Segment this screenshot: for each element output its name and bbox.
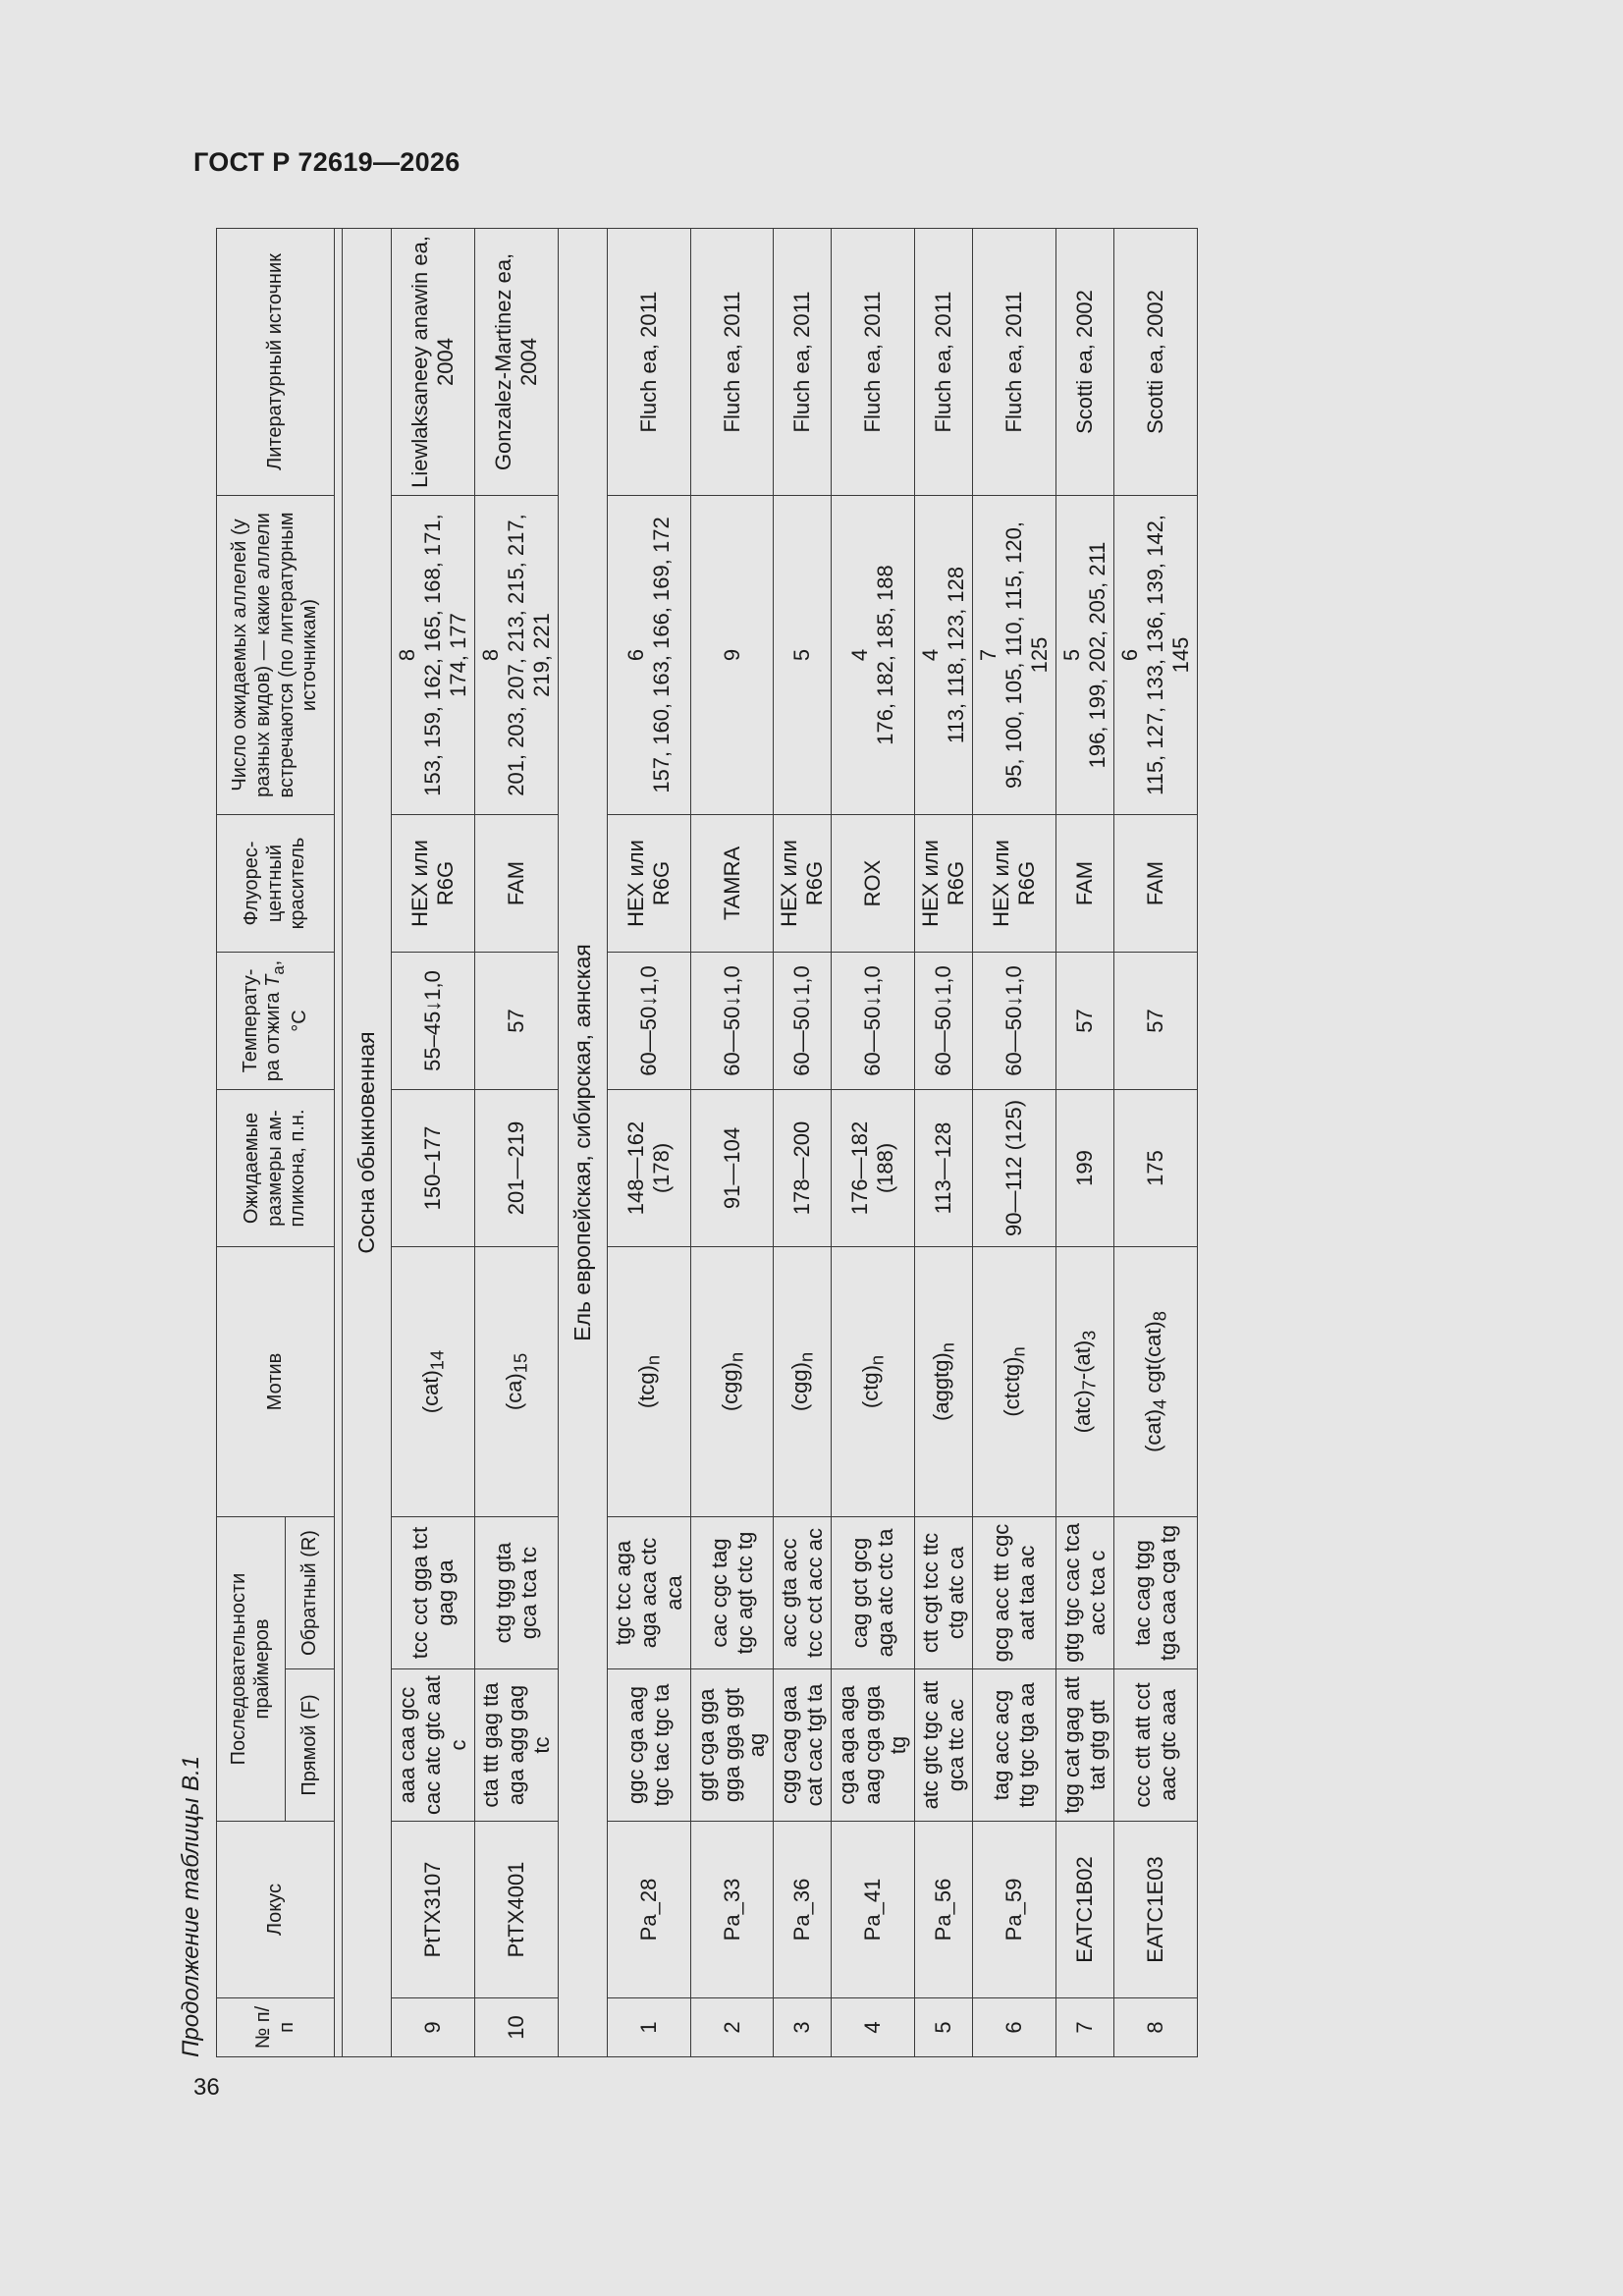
header-forward: Прямой (F) (286, 1669, 335, 1822)
cell-source: Fluch ea, 2011 (774, 228, 832, 495)
cell-motif (690, 1246, 774, 1516)
cell-forward: ggc cga aag tgc tac tgc ta (607, 1669, 690, 1822)
cell-locus: EATC1B02 (1055, 1822, 1113, 1998)
cell-locus: Pa_28 (607, 1822, 690, 1998)
cell-alleles (474, 495, 558, 814)
cell-temp: 60—50↓1,0 (973, 952, 1056, 1089)
table-caption: Продолжение таблицы В.1 (178, 1755, 204, 2057)
cell-motif (915, 1246, 973, 1516)
cell-locus: EATC1E03 (1113, 1822, 1197, 1998)
motif-base: (ca) (501, 1373, 526, 1411)
cell-temp: 60—50↓1,0 (915, 952, 973, 1089)
motif-sub: 14 (426, 1349, 448, 1371)
rotated-table-container (177, 229, 1473, 2057)
cell-alleles (832, 495, 915, 814)
motif-sub: 15 (510, 1352, 531, 1374)
cell-motif (1055, 1246, 1113, 1516)
cell-size: 113—128 (915, 1089, 973, 1246)
table-row (973, 228, 1056, 2056)
table-row (607, 228, 690, 2056)
motif-base: (tcg) (633, 1365, 659, 1409)
cell-locus: PtTX4001 (474, 1822, 558, 1998)
cell-alleles (915, 495, 973, 814)
cell-source: Fluch ea, 2011 (915, 228, 973, 495)
cell-reverse: cag gct gcg aga atc ctc ta (832, 1516, 915, 1668)
cell-forward: cga aga aga aag cga gga tg (832, 1669, 915, 1822)
alleles-count: 5 (1058, 648, 1084, 662)
alleles-count: 7 (976, 648, 1001, 662)
motif-sub: 4 (1149, 1398, 1170, 1409)
motif-sub: 7 (1078, 1380, 1100, 1391)
cell-dye: HEX или R6G (973, 814, 1056, 952)
cell-reverse: gtg tgc cac tca acc tca c (1055, 1516, 1113, 1668)
motif-sub2: 3 (1078, 1330, 1100, 1340)
section-row (343, 228, 392, 2056)
alleles-list: 157, 160, 163, 166, 169, 172 (648, 517, 674, 793)
cell-source: Fluch ea, 2011 (973, 228, 1056, 495)
alleles-list: 201, 203, 207, 213, 215, 217, 219, 221 (503, 514, 554, 796)
motif-sub: n (642, 1354, 664, 1366)
page-number: 36 (193, 2074, 220, 2101)
header-reverse: Обратный (R) (286, 1516, 335, 1668)
alleles-list: 176, 182, 185, 188 (873, 565, 898, 745)
header-source: Литературный источник (217, 228, 335, 495)
cell-reverse: ctt cgt tcc ttc ctg atc ca (915, 1516, 973, 1668)
table-row (832, 228, 915, 2056)
header-temp-unit: , °C (262, 959, 310, 1032)
cell-locus: Pa_59 (973, 1822, 1056, 1998)
header-locus: Локус (217, 1822, 335, 1998)
alleles-count: 6 (622, 648, 648, 662)
table-body (343, 228, 1198, 2056)
primer-table (216, 228, 1198, 2057)
cell-forward: ccc ctt att cct aac gtc aaa (1113, 1669, 1197, 1822)
header-num: № п/п (217, 1998, 335, 2057)
cell-num: 8 (1113, 1998, 1197, 2057)
motif-sub: n (1007, 1346, 1029, 1357)
table-row (1055, 228, 1113, 2056)
motif-sub: n (795, 1351, 817, 1363)
cell-num: 1 (607, 1998, 690, 2057)
cell-temp: 57 (1055, 952, 1113, 1089)
cell-temp: 57 (474, 952, 558, 1089)
motif-base: (atc) (1069, 1390, 1095, 1434)
cell-locus: PtTX3107 (392, 1822, 475, 1998)
header-motif: Мотив (217, 1246, 335, 1516)
cell-temp: 60—50↓1,0 (690, 952, 774, 1089)
cell-size: 175 (1113, 1089, 1197, 1246)
cell-forward: cta ttt gag tta aga agg gag tc (474, 1669, 558, 1822)
cell-dye: HEX или R6G (915, 814, 973, 952)
motif-mid: cgt(cat) (1140, 1321, 1165, 1399)
cell-forward: aaa caa gcc cac atc gtc aat c (392, 1669, 475, 1822)
cell-num: 6 (973, 1998, 1056, 2057)
cell-motif (774, 1246, 832, 1516)
cell-reverse: ctg tgg gta gca tca tc (474, 1516, 558, 1668)
cell-alleles (607, 495, 690, 814)
cell-size: 176—182 (188) (832, 1089, 915, 1246)
section-row (558, 228, 607, 2056)
cell-alleles (1113, 495, 1197, 814)
cell-dye: ROX (832, 814, 915, 952)
cell-locus: Pa_41 (832, 1822, 915, 1998)
cell-source: Fluch ea, 2011 (832, 228, 915, 495)
cell-size: 201—219 (474, 1089, 558, 1246)
table-row (774, 228, 832, 2056)
cell-motif (474, 1246, 558, 1516)
cell-alleles (690, 495, 774, 814)
cell-reverse: acc gta acc tcc cct acc ac (774, 1516, 832, 1668)
cell-size: 150–177 (392, 1089, 475, 1246)
header-temp-sub: a (269, 965, 289, 975)
cell-reverse: tgc tcc aga aga aca ctc aca (607, 1516, 690, 1668)
cell-reverse: cac cgc tag tgc agt ctc tg (690, 1516, 774, 1668)
cell-source: Gonzalez-Martinez ea, 2004 (474, 228, 558, 495)
motif-base: (cat) (417, 1370, 443, 1414)
header-temp-label: Температу-ра отжига (239, 968, 285, 1082)
cell-alleles (774, 495, 832, 814)
cell-alleles (392, 495, 475, 814)
cell-size: 199 (1055, 1089, 1113, 1246)
alleles-list: 153, 159, 162, 165, 168, 171, 174, 177 (419, 514, 470, 796)
motif-mid: -(at) (1069, 1339, 1095, 1381)
table-row (1113, 228, 1197, 2056)
cell-dye: HEX или R6G (774, 814, 832, 952)
header-separator (335, 228, 343, 2056)
alleles-list: 115, 127, 133, 136, 139, 142, 145 (1142, 515, 1193, 795)
alleles-count: 8 (477, 648, 503, 662)
header-size: Ожидаемые размеры ам-пликона, п.н. (217, 1089, 335, 1246)
cell-motif (392, 1246, 475, 1516)
cell-motif (1113, 1246, 1197, 1516)
section-title: Ель европейская, сибирская, аянская (558, 228, 607, 2056)
cell-dye: HEX или R6G (607, 814, 690, 952)
cell-num: 3 (774, 1998, 832, 2057)
cell-num: 7 (1055, 1998, 1113, 2057)
cell-source: Scotti ea, 2002 (1113, 228, 1197, 495)
alleles-count: 5 (789, 648, 815, 662)
table-row (915, 228, 973, 2056)
alleles-count: 4 (847, 648, 873, 662)
alleles-list: 196, 199, 202, 205, 211 (1084, 541, 1109, 769)
header-alleles: Число ожидаемых аллелей (у разных видов) — какие аллели встречаются (по литературным источникам) (217, 495, 335, 814)
cell-num: 5 (915, 1998, 973, 2057)
motif-sub: n (937, 1342, 958, 1353)
cell-temp: 60—50↓1,0 (774, 952, 832, 1089)
cell-temp: 60—50↓1,0 (607, 952, 690, 1089)
motif-base: (ctctg) (1000, 1356, 1025, 1417)
header-temp (217, 952, 335, 1089)
table-row (392, 228, 475, 2056)
cell-temp: 60—50↓1,0 (832, 952, 915, 1089)
alleles-list: 113, 118, 123, 128 (944, 566, 969, 744)
header-temp-symbol: T (262, 974, 285, 987)
cell-locus: Pa_33 (690, 1822, 774, 1998)
cell-size: 148—162 (178) (607, 1089, 690, 1246)
cell-reverse: gcg acc ttt cgc aat taa ac (973, 1516, 1056, 1668)
cell-motif (832, 1246, 915, 1516)
header-dye: Флуорес-центный краситель (217, 814, 335, 952)
cell-num: 10 (474, 1998, 558, 2057)
cell-temp: 57 (1113, 952, 1197, 1089)
alleles-count: 8 (395, 648, 419, 662)
cell-dye: FAM (1113, 814, 1197, 952)
motif-base: (cat) (1140, 1408, 1165, 1452)
cell-motif (973, 1246, 1056, 1516)
cell-locus: Pa_56 (915, 1822, 973, 1998)
alleles-count: 4 (918, 648, 944, 662)
cell-dye: HEX или R6G (392, 814, 475, 952)
cell-forward: tag acc acg ttg tgc tga aa (973, 1669, 1056, 1822)
cell-size: 91—104 (690, 1089, 774, 1246)
cell-source: Scotti ea, 2002 (1055, 228, 1113, 495)
motif-sub: n (866, 1354, 888, 1366)
cell-forward: cgg cag gaa cat cac tgt ta (774, 1669, 832, 1822)
motif-base: (cgg) (717, 1362, 742, 1412)
cell-alleles (1055, 495, 1113, 814)
motif-base: (aggtg) (929, 1352, 954, 1421)
cell-size: 178—200 (774, 1089, 832, 1246)
document-header: ГОСТ Р 72619—2026 (193, 147, 460, 177)
cell-source: Liewlaksaneey anawin ea, 2004 (392, 228, 475, 495)
cell-size: 90—112 (125) (973, 1089, 1056, 1246)
motif-base: (cgg) (787, 1362, 813, 1412)
cell-forward: atc gtc tgc att gca ttc ac (915, 1669, 973, 1822)
table-row (474, 228, 558, 2056)
cell-num: 4 (832, 1998, 915, 2057)
cell-source: Fluch ea, 2011 (607, 228, 690, 495)
cell-reverse: tcc cct gga tct gag ga (392, 1516, 475, 1668)
cell-dye: FAM (1055, 814, 1113, 952)
motif-sub2: 8 (1149, 1311, 1170, 1322)
table-row (690, 228, 774, 2056)
cell-reverse: tac cag tgg tga caa cga tg (1113, 1516, 1197, 1668)
cell-motif (607, 1246, 690, 1516)
cell-forward: ggt cga gga gga gga ggt ag (690, 1669, 774, 1822)
cell-source: Fluch ea, 2011 (690, 228, 774, 495)
cell-dye: FAM (474, 814, 558, 952)
motif-sub: n (725, 1351, 746, 1363)
cell-locus: Pa_36 (774, 1822, 832, 1998)
cell-alleles (973, 495, 1056, 814)
cell-num: 2 (690, 1998, 774, 2057)
cell-forward: tgg cat gag att tat gtg gtt (1055, 1669, 1113, 1822)
alleles-count: 6 (1116, 648, 1142, 662)
alleles-list: 95, 100, 105, 110, 115, 120, 125 (1001, 521, 1053, 789)
header-primers: Последовательности праймеров (217, 1516, 286, 1821)
cell-temp: 55–45↓1,0 (392, 952, 475, 1089)
motif-base: (ctg) (858, 1365, 884, 1409)
section-title: Сосна обыкновенная (343, 228, 392, 2056)
cell-dye: TAMRA (690, 814, 774, 952)
cell-num: 9 (392, 1998, 475, 2057)
alleles-count: 9 (719, 648, 744, 662)
